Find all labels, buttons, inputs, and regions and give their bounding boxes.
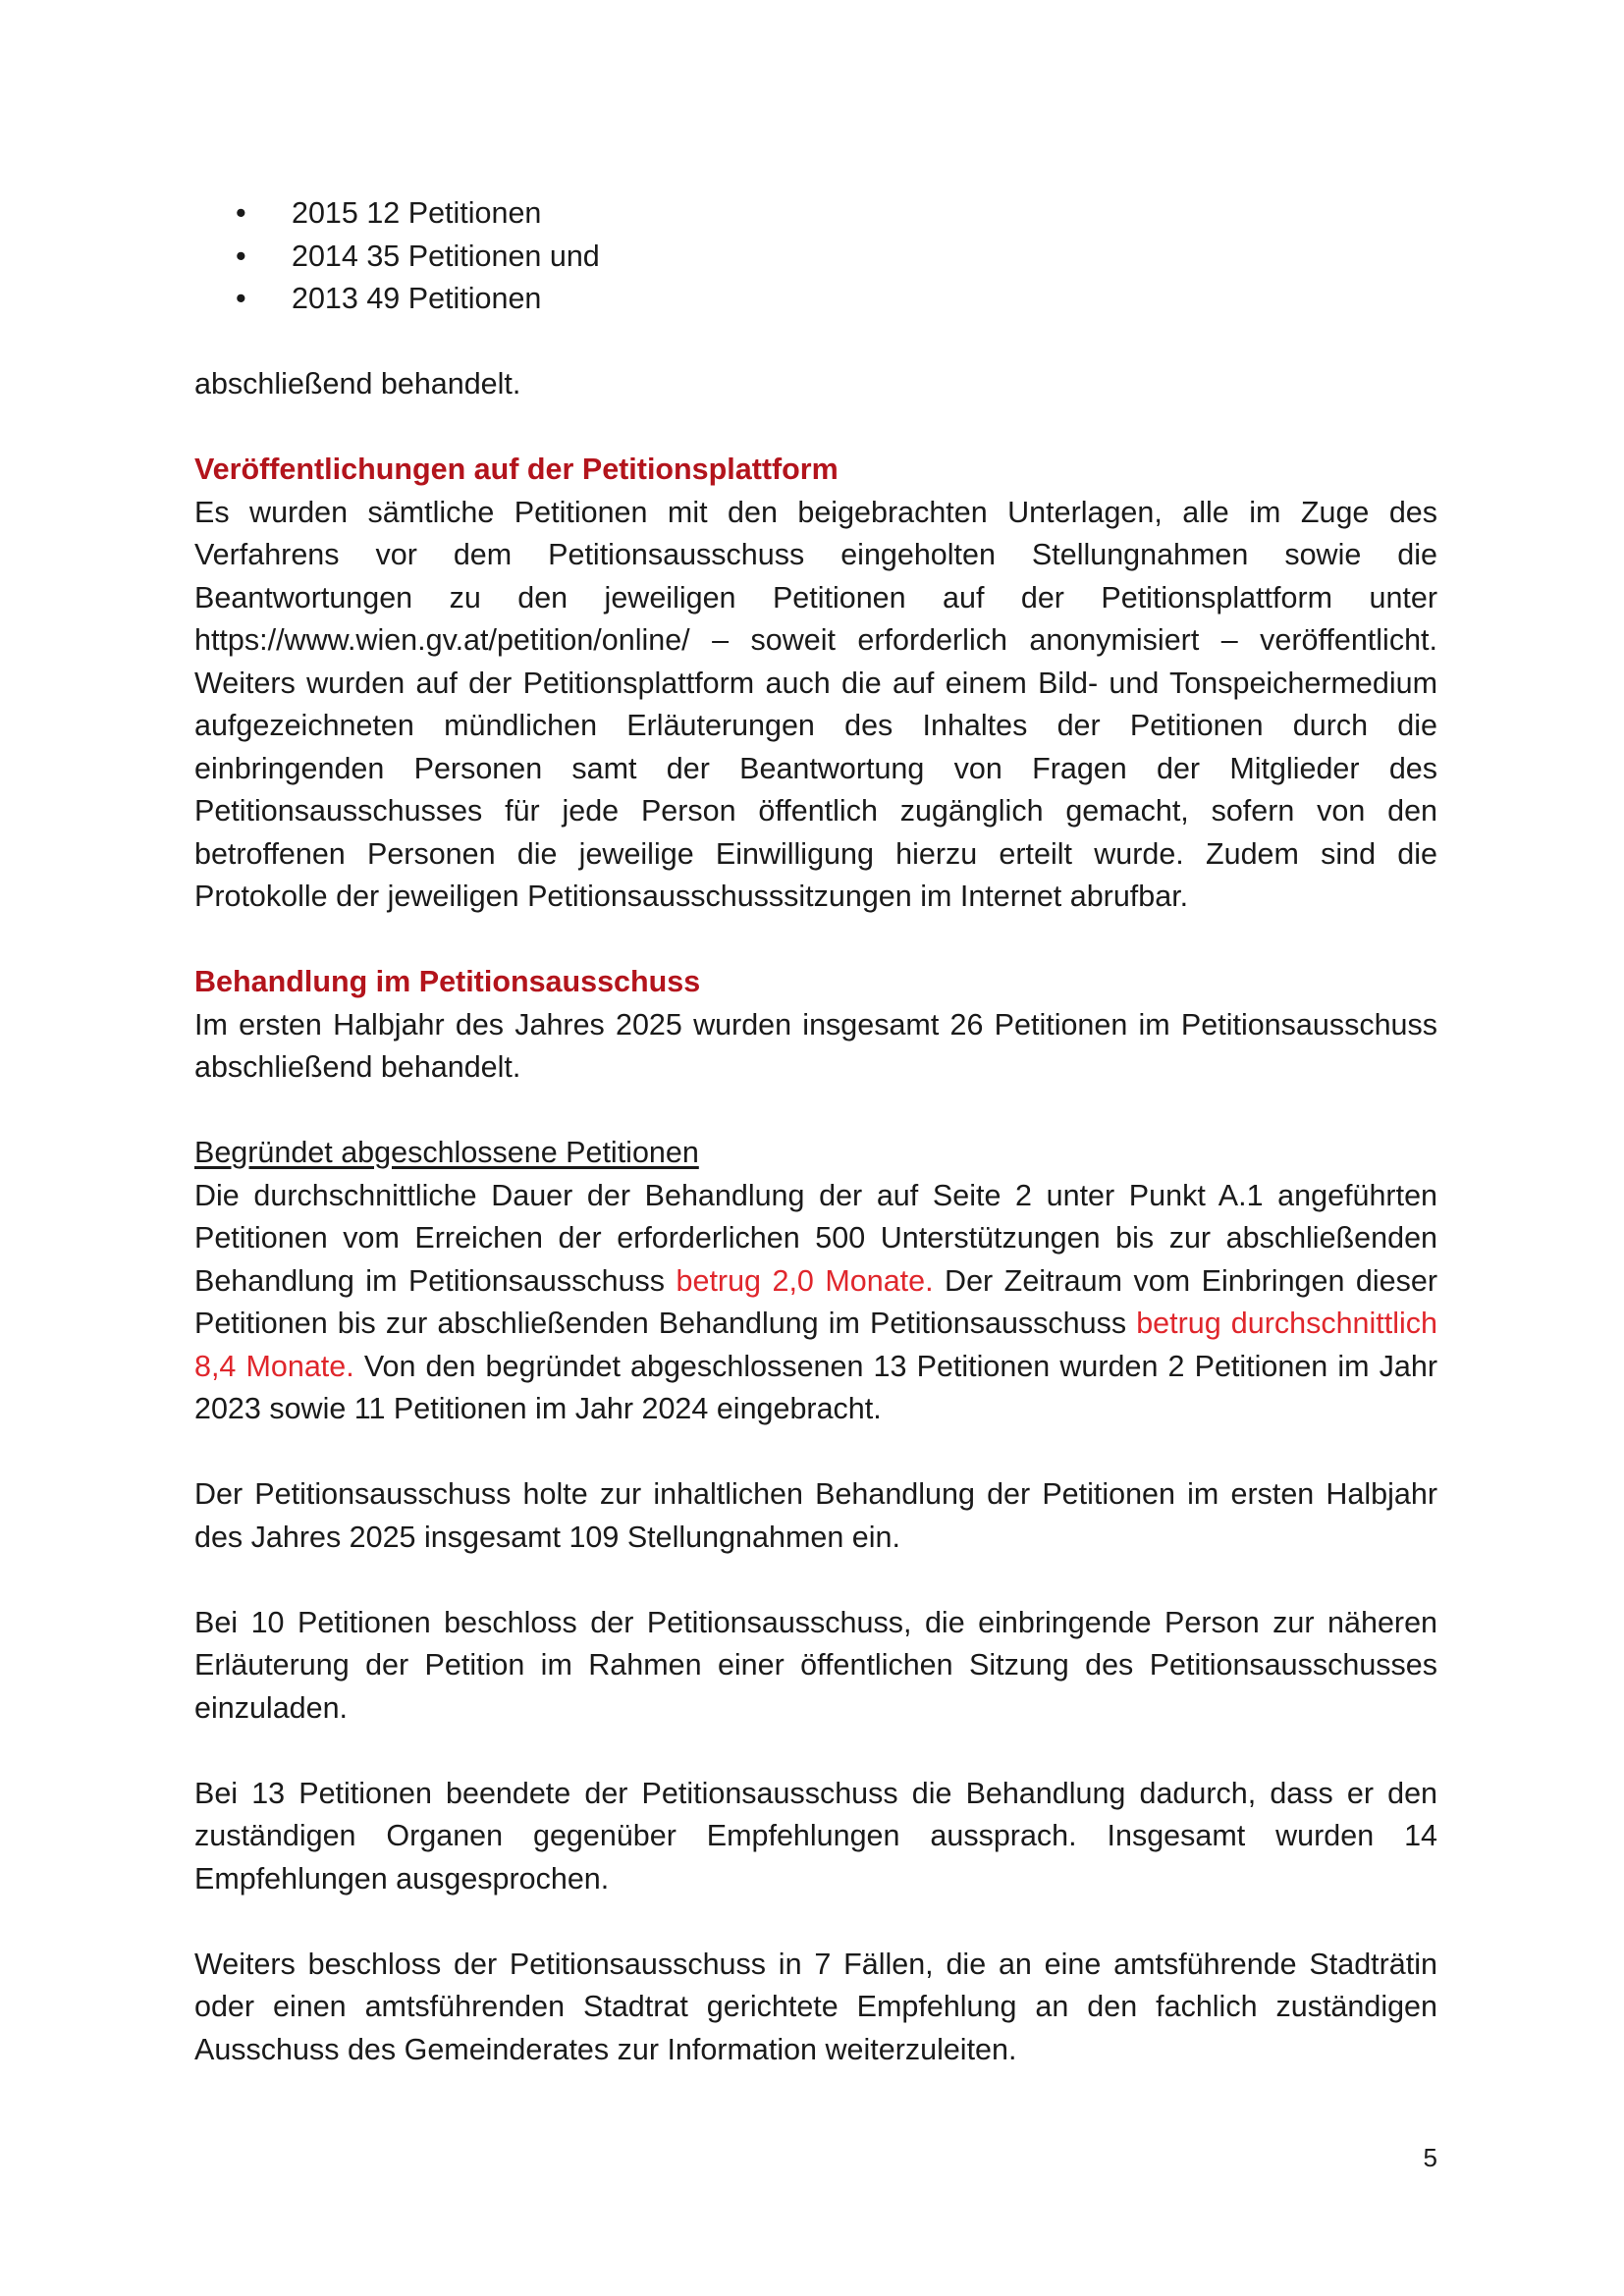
- list-item: [194, 236, 1437, 279]
- bullet-icon: •: [236, 239, 246, 273]
- treatment-paragraph: Im ersten Halbjahr des Jahres 2025 wurden insgesamt 26 Petitionen im Petitionsausschuss abschließend behandelt.: [194, 1007, 1437, 1084]
- list-item: [194, 192, 1437, 236]
- list-item: [194, 278, 1437, 321]
- invitations-paragraph: Bei 10 Petitionen beschloss der Petitionsausschuss, die einbringende Person zur näheren Erläuterung der Petition im Rahmen einer öffentlichen Sitzung des Petitionsausschusses einzuladen.: [194, 1605, 1437, 1725]
- closed-text-part1: Die durchschnittliche Dauer der Behandlung der auf Seite 2 unter Punkt A.1 angeführten Petitionen vom Erreichen der erforderlichen 500 Unterstützungen bis zur abschließenden Behandlung im Petitionsausschuss: [194, 1178, 1437, 1298]
- section-heading-publication: Veröffentlichungen auf der Petitionsplattform: [194, 453, 839, 486]
- list-item-text: 2014 35 Petitionen und: [292, 239, 600, 273]
- list-item-text: 2013 49 Petitionen: [292, 282, 542, 315]
- year-list: [194, 192, 1437, 321]
- closed-text-part2: Der Zeitraum vom Einbringen dieser Petitionen bis zur abschließenden Behandlung im Petitionsausschuss: [194, 1263, 1437, 1340]
- duration-highlight-1: betrug 2,0 Monate.: [676, 1263, 934, 1298]
- closed-petitions-paragraph: [194, 1175, 1437, 1431]
- bullet-icon: •: [236, 282, 246, 315]
- section-heading-treatment: Behandlung im Petitionsausschuss: [194, 965, 701, 998]
- publication-paragraph: Es wurden sämtliche Petitionen mit den beigebrachten Unterlagen, alle im Zuge des Verfahrens vor dem Petitionsausschuss eingeholten Stellungnahmen sowie die Beantwortungen zu den jeweiligen Petitionen auf der Petitionsplattform unter https://www.wien.gv.at/petition/online/ – soweit erforderlich anonymisiert – veröffentlicht. Weiters wurden auf der Petitionsplattform auch die auf einem Bild- und Tonspeichermedium aufgezeichneten mündlichen Erläuterungen des Inhaltes der Petitionen durch die einbringenden Personen samt der Beantwortung von Fragen der Mitglieder des Petitionsausschusses für jede Person öffentlich zugänglich gemacht, sofern von den betroffenen Personen die jeweilige Einwilligung hierzu erteilt wurde. Zudem sind die Protokolle der jeweiligen Petitionsausschusssitzungen im Internet abrufbar.: [194, 495, 1437, 913]
- duration-highlight-2: betrug durchschnittlich 8,4 Monate.: [194, 1307, 1437, 1383]
- statements-paragraph: Der Petitionsausschuss holte zur inhaltlichen Behandlung der Petitionen im ersten Halbjahr des Jahres 2025 insgesamt 109 Stellungnahmen ein.: [194, 1477, 1437, 1554]
- forwarding-paragraph: Weiters beschloss der Petitionsausschuss in 7 Fällen, die an eine amtsführende Stadträtin oder einen amtsführenden Stadtrat gerichtete Empfehlung an den fachlich zuständigen Ausschuss des Gemeinderates zur Information weiterzuleiten.: [194, 1947, 1437, 2066]
- bullet-icon: •: [236, 196, 246, 230]
- list-closing-text: abschließend behandelt.: [194, 367, 521, 400]
- page-number: 5: [1423, 2143, 1437, 2172]
- closed-text-part3: Von den begründet abgeschlossenen 13 Petitionen wurden 2 Petitionen im Jahr 2023 sowie 11 Petitionen im Jahr 2024 eingebracht.: [194, 1349, 1438, 1425]
- document-page: [194, 192, 1437, 2071]
- recommendations-paragraph: Bei 13 Petitionen beendete der Petitionsausschuss die Behandlung dadurch, dass er den zuständigen Organen gegenüber Empfehlungen aussprach. Insgesamt wurden 14 Empfehlungen ausgesprochen.: [194, 1776, 1437, 1896]
- list-item-text: 2015 12 Petitionen: [292, 196, 542, 230]
- subsection-heading-closed: Begründet abgeschlossene Petitionen: [194, 1136, 699, 1169]
